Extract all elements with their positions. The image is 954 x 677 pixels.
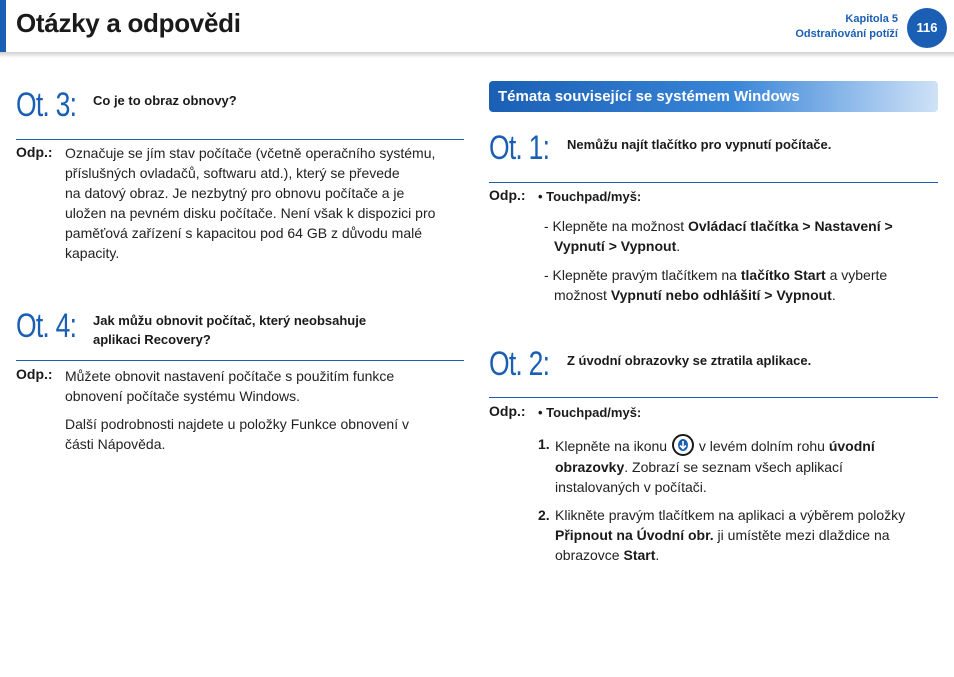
subhead-q1: • Touchpad/myš: [538,189,642,204]
subhead-q2: • Touchpad/myš: [538,405,642,420]
divider-q2 [489,397,938,398]
question-q4 [93,311,366,349]
question-q4-line: aplikaci Recovery? [93,332,211,347]
question-q3: Co je to obraz obnovy? [93,93,237,108]
answer-q3-line: na datový obraz. Je nezbytný pro obnovu počítače a je [65,185,405,201]
chapter-number: Kapitola 5 [845,13,898,25]
answer-q3 [65,143,465,263]
answer-q1-item: - Klepněte pravým tlačítkem na tlačítko Start a vyberte [544,267,888,283]
chapter-title: Odstraňování potíží [795,28,898,40]
answer-q4-line: Další podrobnosti najdete u položky Funkce obnovení v [65,416,409,432]
section-title: Témata související se systémem Windows [498,88,800,105]
answer-q1-item: - Klepněte na možnost Ovládací tlačítka > Nastavení > [544,218,893,234]
answer-q3-line: Označuje se jím stav počítače (včetně operačního systému, [65,145,436,161]
question-q4-line: Jak můžu obnovit počítač, který neobsahuje [93,313,367,328]
answer-q2 [538,434,938,565]
answer-q4-line: části Nápověda. [65,436,166,452]
answer-label-q2: Odp.: [489,403,526,419]
answer-q4-line: Můžete obnovit nastavení počítače s použitím funkce [65,368,395,384]
divider-q1 [489,182,938,183]
question-q1: Nemůžu najít tlačítko pro vypnutí počítače. [567,137,832,152]
question-mark-q3: Ot. 3: [16,86,77,124]
question-mark-q4: Ot. 4: [16,307,77,345]
answer-q4-line: obnovení počítače systému Windows. [65,388,301,404]
header-accent-bar [0,0,6,52]
answer-q3-line: uložen na pevném disku počítače. Není však k dispozici pro [65,205,436,221]
answer-label-q3: Odp.: [16,144,53,160]
answer-q3-line: příslušných ovladačů, softwaru atd.), který se převede [65,165,400,181]
step-1: 1. Klepněte na ikonu v levém dolním rohu úvodní obrazovky. Zobrazí se seznam všech aplikací instalovaných v počítači. [538,436,875,495]
start-arrow-icon [672,434,694,456]
step-2: 2. Klikněte pravým tlačítkem na aplikaci a výběrem položky Připnout na Úvodní obr. ji umístěte mezi dlaždice na obrazovce Start. [538,507,906,563]
answer-q3-line: kapacity. [65,245,120,261]
answer-q3-line: paměťová zařízení s kapacitou pod 64 GB z důvodu malé [65,225,423,241]
answer-label-q4: Odp.: [16,366,53,382]
page-title: Otázky a odpovědi [16,8,241,38]
answer-q4 [65,366,465,454]
answer-q1-item-cont: možnost Vypnutí nebo odhlášití > Vypnout. [554,287,836,303]
answer-q1-item-cont: Vypnutí > Vypnout. [554,238,681,254]
chapter-label [795,12,898,42]
divider-q4 [16,360,464,361]
question-q2: Z úvodní obrazovky se ztratila aplikace. [567,353,812,368]
answer-label-q1: Odp.: [489,187,526,203]
answer-q1 [544,216,938,305]
divider-q3 [16,139,464,140]
question-mark-q1: Ot. 1: [489,129,550,167]
page-number-badge: 116 [907,8,947,48]
header-divider [0,52,954,58]
section-header-windows [489,81,938,112]
question-mark-q2: Ot. 2: [489,345,550,383]
